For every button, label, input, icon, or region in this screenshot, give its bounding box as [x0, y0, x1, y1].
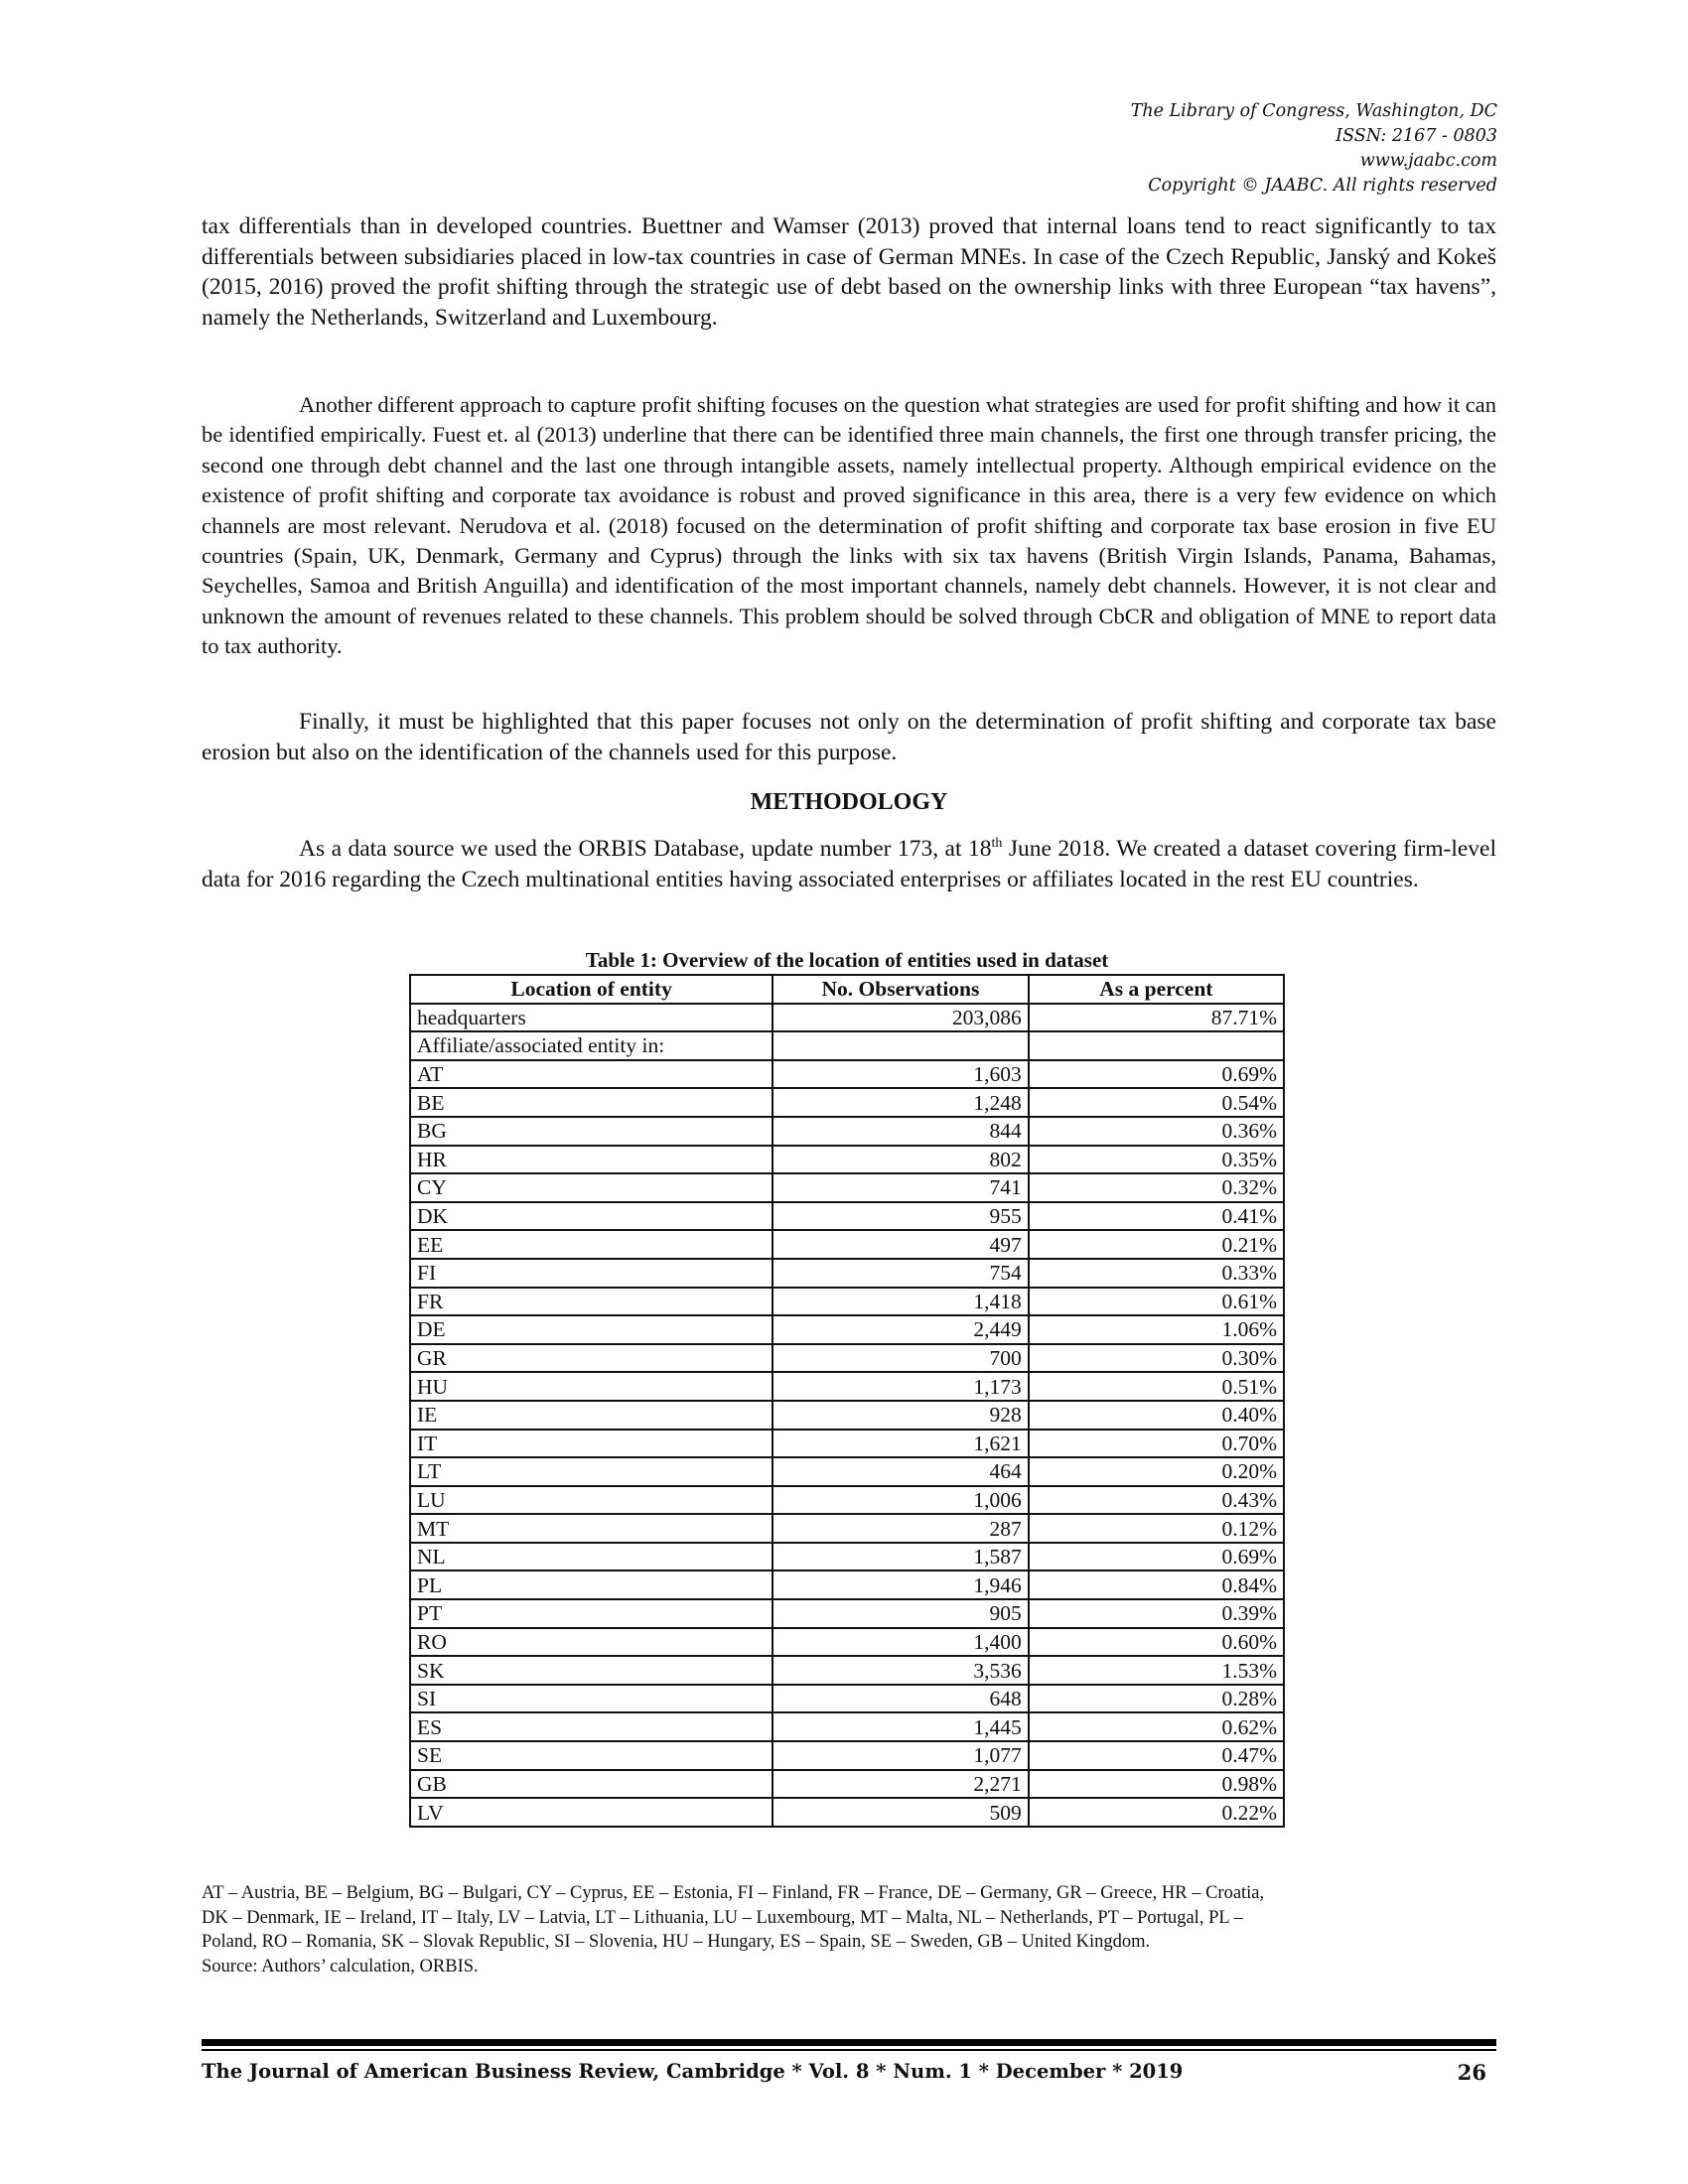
table-notes [202, 1881, 1496, 1979]
cell-location: ES [410, 1712, 773, 1741]
cell-observations: 802 [773, 1146, 1028, 1174]
cell-location: EE [410, 1230, 773, 1259]
cell-observations: 509 [773, 1798, 1028, 1827]
cell-location: AT [410, 1060, 773, 1089]
ordinal-superscript: th [991, 836, 1003, 852]
cell-location: DK [410, 1202, 773, 1231]
cell-percent: 0.60% [1029, 1628, 1284, 1657]
cell-observations: 1,077 [773, 1741, 1028, 1770]
table-row [410, 1685, 1284, 1713]
table-row [410, 1259, 1284, 1288]
cell-observations: 203,086 [773, 1004, 1028, 1032]
table-row [410, 1230, 1284, 1259]
table-row [410, 1543, 1284, 1571]
cell-location: LV [410, 1798, 773, 1827]
table-row [410, 1031, 1284, 1060]
cell-percent: 0.35% [1029, 1146, 1284, 1174]
cell-location: MT [410, 1514, 773, 1543]
cell-percent: 0.36% [1029, 1117, 1284, 1146]
cell-observations: 2,271 [773, 1770, 1028, 1799]
cell-observations: 497 [773, 1230, 1028, 1259]
cell-observations: 464 [773, 1457, 1028, 1486]
entity-location-table [409, 974, 1285, 1828]
cell-location: LT [410, 1457, 773, 1486]
page-footer [202, 2060, 1496, 2083]
table-row [410, 1315, 1284, 1344]
paragraph-2-text: Another different approach to capture profit shifting focuses on the question what strategies are used for profit shifting and how it can be identified empirically. Fuest et. al (2013) underline that there can be identified three main channels, the first one through transfer pricing, the second one through debt channel and the last one through intangible assets, namely intellectual property. Although empirical evidence on the existence of profit shifting and corporate tax avoidance is robust and proved significance in this area, there is a very few evidence on which channels are most relevant. Nerudova et al. (2018) focused on the determination of profit shifting and corporate tax base erosion in five EU countries (Spain, UK, Denmark, Germany and Cyprus) through the links with six tax havens (British Virgin Islands, Panama, Bahamas, Seychelles, Samoa and British Anguilla) and identification of the most important channels, namely debt channels. However, it is not clear and unknown the amount of revenues related to these channels. This problem should be solved through CbCR and obligation of MNE to report data to tax authority. [202, 392, 1496, 659]
cell-observations: 955 [773, 1202, 1028, 1231]
cell-percent: 0.22% [1029, 1798, 1284, 1827]
cell-location: SK [410, 1656, 773, 1685]
cell-location: GR [410, 1344, 773, 1373]
cell-location: PT [410, 1599, 773, 1628]
cell-percent: 0.69% [1029, 1543, 1284, 1571]
table-row [410, 1117, 1284, 1146]
column-header-percent: As a percent [1029, 975, 1284, 1004]
cell-percent: 0.69% [1029, 1060, 1284, 1089]
footer-rule-thick [202, 2039, 1496, 2046]
table-row [410, 1486, 1284, 1515]
cell-location: IT [410, 1430, 773, 1458]
table-row [410, 1741, 1284, 1770]
paragraph-4 [202, 834, 1496, 894]
cell-percent: 87.71% [1029, 1004, 1284, 1032]
table-body [410, 1004, 1284, 1827]
cell-location: SE [410, 1741, 773, 1770]
cell-location: DE [410, 1315, 773, 1344]
table-row [410, 1514, 1284, 1543]
cell-location: FI [410, 1259, 773, 1288]
paragraph-3 [202, 707, 1496, 767]
header-issn-line: ISSN: 2167 - 0803 [1336, 126, 1497, 146]
table-row [410, 1288, 1284, 1316]
cell-observations: 1,946 [773, 1570, 1028, 1599]
cell-observations: 1,248 [773, 1088, 1028, 1117]
table-row [410, 1656, 1284, 1685]
table-row [410, 1060, 1284, 1089]
header-website-line: www.jaabc.com [1359, 151, 1497, 171]
footer-journal-info: The Journal of American Business Review, Cambridge * Vol. 8 * Num. 1 * December * 2019 [202, 2060, 1184, 2083]
table-row [410, 1344, 1284, 1373]
cell-observations: 700 [773, 1344, 1028, 1373]
cell-percent: 0.84% [1029, 1570, 1284, 1599]
cell-observations: 1,006 [773, 1486, 1028, 1515]
table-row [410, 1146, 1284, 1174]
journal-header [1131, 99, 1497, 199]
cell-observations: 1,445 [773, 1712, 1028, 1741]
cell-percent: 0.47% [1029, 1741, 1284, 1770]
table-row [410, 1004, 1284, 1032]
cell-percent: 1.53% [1029, 1656, 1284, 1685]
country-abbreviations-line-3: Poland, RO – Romania, SK – Slovak Republic, SI – Slovenia, HU – Hungary, ES – Spain, SE – Sweden, GB – United Kingdom. [202, 1932, 1151, 1952]
cell-percent: 0.41% [1029, 1202, 1284, 1231]
cell-observations: 1,621 [773, 1430, 1028, 1458]
table-row [410, 1770, 1284, 1799]
cell-percent: 0.32% [1029, 1173, 1284, 1202]
cell-percent: 0.30% [1029, 1344, 1284, 1373]
paragraph-2 [202, 390, 1496, 662]
cell-percent: 0.28% [1029, 1685, 1284, 1713]
cell-percent [1029, 1031, 1284, 1060]
cell-percent: 0.39% [1029, 1599, 1284, 1628]
cell-percent: 0.70% [1029, 1430, 1284, 1458]
cell-observations: 3,536 [773, 1656, 1028, 1685]
column-header-location: Location of entity [410, 975, 773, 1004]
country-abbreviations-line-2: DK – Denmark, IE – Ireland, IT – Italy, LV – Latvia, LT – Lithuania, LU – Luxembourg, MT – Malta, NL – Netherlands, PT – Portugal, PL – [202, 1907, 1243, 1928]
paragraph-1: tax differentials than in developed countries. Buettner and Wamser (2013) proved that internal loans tend to react significantly to tax differentials between subsidiaries placed in low-tax countries in case of German MNEs. In case of the Czech Republic, Janský and Kokeš (2015, 2016) proved the profit shifting through the strategic use of debt based on the ownership links with three European “tax havens”, namely the Netherlands, Switzerland and Luxembourg. [202, 213, 1496, 331]
cell-location: NL [410, 1543, 773, 1571]
cell-percent: 0.98% [1029, 1770, 1284, 1799]
cell-percent: 0.33% [1029, 1259, 1284, 1288]
cell-location: SI [410, 1685, 773, 1713]
cell-observations: 648 [773, 1685, 1028, 1713]
cell-observations: 287 [773, 1514, 1028, 1543]
table-row [410, 1570, 1284, 1599]
section-heading-methodology: METHODOLOGY [750, 789, 948, 815]
cell-observations: 1,603 [773, 1060, 1028, 1089]
table-row [410, 1628, 1284, 1657]
cell-location: HU [410, 1372, 773, 1401]
cell-percent: 0.20% [1029, 1457, 1284, 1486]
column-header-observations: No. Observations [773, 975, 1028, 1004]
cell-observations: 1,418 [773, 1288, 1028, 1316]
cell-location: RO [410, 1628, 773, 1657]
footer-rule-thin [202, 2049, 1496, 2051]
cell-percent: 0.51% [1029, 1372, 1284, 1401]
cell-percent: 0.12% [1029, 1514, 1284, 1543]
cell-observations: 741 [773, 1173, 1028, 1202]
header-copyright-line: Copyright © JAABC. All rights reserved [1148, 176, 1497, 196]
cell-percent: 0.54% [1029, 1088, 1284, 1117]
cell-location: HR [410, 1146, 773, 1174]
cell-location: BE [410, 1088, 773, 1117]
table-source-note: Source: Authors’ calculation, ORBIS. [202, 1956, 479, 1977]
cell-observations: 928 [773, 1401, 1028, 1430]
table-row [410, 1599, 1284, 1628]
cell-observations: 754 [773, 1259, 1028, 1288]
cell-percent: 0.43% [1029, 1486, 1284, 1515]
table-row [410, 1457, 1284, 1486]
table-caption: Table 1: Overview of the location of entities used in dataset [585, 948, 1109, 972]
header-library-line: The Library of Congress, Washington, DC [1130, 101, 1497, 121]
cell-location: IE [410, 1401, 773, 1430]
table-row [410, 1798, 1284, 1827]
cell-location: LU [410, 1486, 773, 1515]
cell-location: BG [410, 1117, 773, 1146]
cell-observations: 905 [773, 1599, 1028, 1628]
table-row [410, 1372, 1284, 1401]
table-header-row [410, 975, 1284, 1004]
table-row [410, 1712, 1284, 1741]
cell-location: CY [410, 1173, 773, 1202]
cell-percent: 1.06% [1029, 1315, 1284, 1344]
cell-percent: 0.40% [1029, 1401, 1284, 1430]
country-abbreviations-line-1: AT – Austria, BE – Belgium, BG – Bulgari, CY – Cyprus, EE – Estonia, FI – Finland, FR – France, DE – Germany, GR – Greece, HR – Croatia, [202, 1883, 1265, 1903]
cell-percent: 0.61% [1029, 1288, 1284, 1316]
table-row [410, 1401, 1284, 1430]
page-number: 26 [1457, 2060, 1486, 2085]
cell-location: headquarters [410, 1004, 773, 1032]
paragraph-3-text: Finally, it must be highlighted that this paper focuses not only on the determination of profit shifting and corporate tax base erosion but also on the identification of the channels used for this purpose. [202, 709, 1496, 765]
cell-percent: 0.21% [1029, 1230, 1284, 1259]
cell-observations: 1,173 [773, 1372, 1028, 1401]
cell-observations: 2,449 [773, 1315, 1028, 1344]
cell-location: FR [410, 1288, 773, 1316]
cell-observations: 844 [773, 1117, 1028, 1146]
cell-percent: 0.62% [1029, 1712, 1284, 1741]
cell-observations: 1,587 [773, 1543, 1028, 1571]
cell-location: PL [410, 1570, 773, 1599]
table-row [410, 1202, 1284, 1231]
cell-location: Affiliate/associated entity in: [410, 1031, 773, 1060]
paragraph-4-text-a: As a data source we used the ORBIS Database, update number 173, at 18 [299, 836, 992, 862]
cell-observations: 1,400 [773, 1628, 1028, 1657]
table-row [410, 1088, 1284, 1117]
paragraph-4-text-b: June 2018. We created a dataset covering firm-level data for 2016 regarding the Czech multinational entities having associated enterprises or affiliates located in the rest EU countries. [202, 836, 1496, 892]
table-row [410, 1430, 1284, 1458]
cell-observations [773, 1031, 1028, 1060]
cell-location: GB [410, 1770, 773, 1799]
table-row [410, 1173, 1284, 1202]
